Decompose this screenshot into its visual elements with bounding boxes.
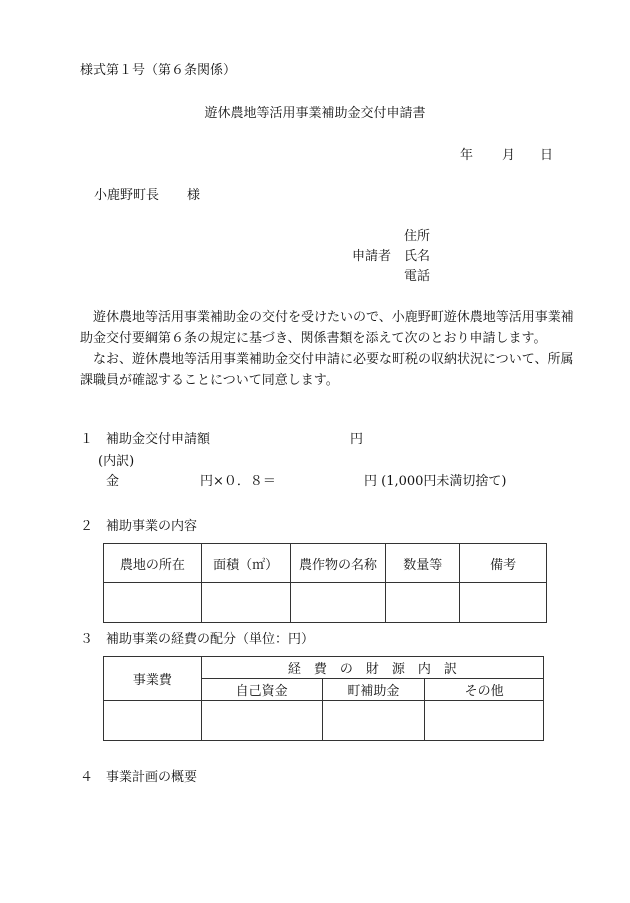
section4-title: 事業計画の概要: [106, 770, 198, 785]
expense-allocation-table: [103, 656, 544, 741]
section2-title: 補助事業の内容: [106, 519, 198, 534]
addressee-honorific: 様: [187, 188, 201, 203]
town-subsidy-cell[interactable]: [322, 701, 425, 741]
remarks-cell[interactable]: [460, 583, 547, 623]
project-content-table: [103, 543, 547, 623]
applicant-phone-label: 電話: [404, 269, 431, 284]
gold-label: 金: [106, 474, 120, 489]
section1-title: 補助金交付申請額: [106, 432, 211, 447]
date-year-label: 年: [460, 148, 474, 163]
form-title: 遊休農地等活用事業補助金交付申請書: [204, 106, 426, 121]
applicant-role-label: 申請者: [352, 249, 392, 264]
own-funds-cell[interactable]: [201, 701, 322, 741]
quantity-cell[interactable]: [386, 583, 460, 623]
date-month-label: 月: [502, 148, 516, 163]
table-header-row: [104, 544, 547, 583]
project-cost-cell[interactable]: [104, 701, 202, 741]
column-header: 農作物の名称: [290, 544, 386, 583]
applicant-name-label: 氏名: [404, 249, 431, 264]
form-number-label: 様式第１号（第６条関係）: [80, 63, 237, 78]
table-row: [104, 583, 547, 623]
statement-paragraph: 遊休農地等活用事業補助金の交付を受けたいので、小鹿野町遊休農地等活用事業補助金交付要綱第６条の規定に基づき、関係書類を添えて次のとおり申請します。: [80, 310, 574, 346]
section3-title: 補助事業の経費の配分（単位：円）: [106, 632, 315, 647]
application-statement: [80, 307, 580, 391]
table-header-row: [104, 657, 544, 679]
table-row: [104, 701, 544, 741]
addressee-name: 小鹿野町長: [94, 188, 160, 203]
section2-number: ２: [80, 519, 94, 534]
farmland-location-cell[interactable]: [104, 583, 202, 623]
area-cell[interactable]: [201, 583, 290, 623]
section3-number: ３: [80, 632, 94, 647]
breakdown-label: (内訳): [98, 454, 135, 469]
column-header: 面積（㎡）: [201, 544, 290, 583]
other-source-cell[interactable]: [425, 701, 544, 741]
column-header: 数量等: [386, 544, 460, 583]
other-source-header: その他: [425, 679, 544, 701]
date-day-label: 日: [540, 148, 554, 163]
applicant-address-label: 住所: [404, 229, 431, 244]
column-header: 農地の所在: [104, 544, 202, 583]
section4-number: ４: [80, 770, 94, 785]
project-cost-header: 事業費: [104, 657, 202, 701]
crop-name-cell[interactable]: [290, 583, 386, 623]
consent-paragraph: なお、遊休農地等活用事業補助金交付申請に必要な町税の収納状況について、所属課職員が確認することについて同意します。: [80, 352, 574, 388]
calculation-formula: 円×０．８＝: [200, 474, 276, 489]
column-header: 備考: [460, 544, 547, 583]
town-subsidy-header: 町補助金: [322, 679, 425, 701]
calculation-result-unit: 円 (1,000円未満切捨て): [364, 474, 507, 489]
own-funds-header: 自己資金: [201, 679, 322, 701]
requested-amount-unit: 円: [350, 432, 364, 447]
funding-breakdown-header: 経 費 の 財 源 内 訳: [201, 657, 543, 679]
section1-number: １: [80, 432, 94, 447]
